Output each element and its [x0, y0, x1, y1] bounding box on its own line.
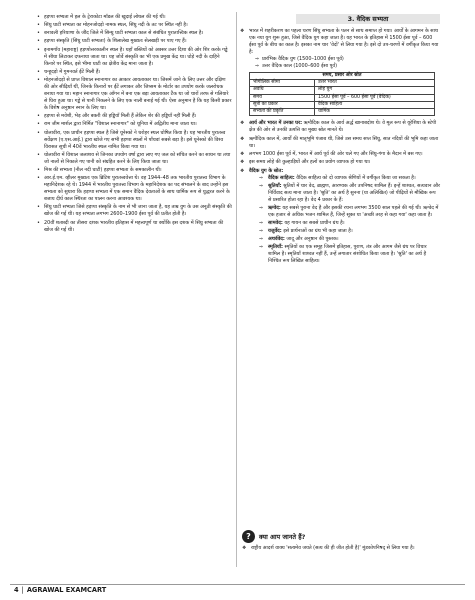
column-divider — [236, 12, 237, 567]
table-cell: सभ्यता की प्रकृति — [250, 109, 315, 116]
table-cell: भौगोलिक सीमा — [250, 80, 315, 87]
list-item: ❖ राष्ट्रीय आदर्श वाक्य 'सत्यमेव जयते (सत्य की ही जीत होती है)' मुंडकोपनिषद् से लिया गया है। — [242, 545, 438, 552]
list-item: • हड़प्पा सभ्यता में हल के ट्रेराकोटा मॉडल की खुदाई लोथल की गई थी। — [36, 14, 232, 21]
source-text: इसे प्रार्थनाओं का ग्रंथ भी कहा जाता है। — [283, 227, 353, 234]
list-item: • आर.ई.एम. व्हीलर मुख्यतः एक ब्रिटिश पुरातत्त्ववेत्ता थे। वह 1944–48 तक भारतीय पुरातत्त्व विभाग के महानिदेशक रहे थे। 1944 में भारतीय पुरातत्त्व विभाग के महानिदेशक का पद संभालने के बाद उन्होंने इस सभ्यता को सुधारा कि हड़प्पा सभ्यता में एक समान वैदिक देवताओं के साथ धार्मिक रूप से युद्धरत करने के बजाय दीर्घ काल स्थिरता का पालन करना आवश्यक था। — [36, 175, 232, 203]
point-term: आर्य और भारत में उनका घर: — [249, 120, 303, 127]
list-item — [240, 120, 440, 134]
source-text: जादू और अनुष्ठान की पुस्तक। — [286, 235, 339, 242]
phases-list — [249, 56, 440, 70]
vedic-intro-list — [240, 28, 440, 70]
list-item: ⇒ उत्तर वैदिक काल (1000–600 ईसा पूर्व) — [255, 63, 440, 70]
source-text: श्रुतियों में चार वेद, ब्राह्मण, आरण्यक और उपनिषद शामिल हैं। इन्हें शाश्वत, सत्यवान और निर्विवाद सत्य माना जाता है। 'श्रुति' का अर्थ है सुनना (या अलिखित) जो पीढ़ियों से मौखिक रूप से प्रसारित होता रहा है। वेद 4 प्रकार के हैं: — [268, 182, 440, 203]
source-text: यह सबसे पुराना वेद है और इसकी रचना लगभग 3500 साल पहले की गई थी। ऋग्वेद में एक हजार से अधिक भजन शामिल हैं, जिन्हें सूक्त या 'अच्छी तरह से कहा गया' कहा जाता है। — [268, 204, 439, 218]
did-you-know-title: क्या आप जानते हैं? — [259, 533, 306, 541]
list-item — [259, 244, 440, 265]
point-text: लगभग 1000 ईसा पूर्व में, भारत में आर्य पूर्व की ओर चले गए और सिंधु-गंगा के मैदान में बस गए। — [249, 151, 423, 157]
source-text: वैदिक साहित्य को दो व्यापक श्रेणियों में वर्गीकृत किया जा सकता है। — [296, 174, 416, 181]
intro-text: भारत में शहरीकरण का पहला चरण सिंधु सभ्यता के पतन से साथ समाप्त हो गया। आर्यों के आगमन के साथ एक नया युग शुरू हुआ, जिसे वैदिक युग कहा जाता है। यह भारत के इतिहास में 1500 ईसा पूर्व – 600 ईसा पूर्व के बीच का काल है। इसका नाम चार 'वेदों' से लिया गया है। इसे दो उप-चरणों में वर्गीकृत किया गया है: — [249, 28, 439, 55]
section-title: 3. वैदिक सभ्यता — [296, 14, 440, 24]
left-column — [36, 14, 232, 235]
source-text: यह गायन का सबसे प्राचीन ग्रंथ है। — [284, 219, 345, 226]
point-text: ऋग्वैदिक काल में, आर्यों की मातृभूमि पंजाब थी, जिसे उस समय सप्त सिंधु, सात नदियों की भूमि कहा जाता था। — [249, 135, 439, 149]
list-item — [240, 151, 440, 158]
source-term: सामवेद: — [268, 219, 283, 226]
sources-table — [249, 72, 435, 116]
table-cell: 1500 ईसा पूर्व – 600 ईसा पूर्व (वैदिक) — [315, 94, 435, 101]
list-item — [259, 205, 440, 219]
sources-list — [249, 175, 440, 265]
question-icon: ? — [242, 530, 255, 543]
list-item — [240, 136, 440, 150]
list-item — [259, 175, 440, 182]
list-item — [240, 28, 440, 70]
page-footer — [0, 576, 475, 600]
harappa-facts-list — [36, 14, 232, 234]
table-cell: धार्मिक — [315, 109, 435, 116]
list-item — [259, 228, 440, 235]
table-cell: उत्तर भारत — [315, 80, 435, 87]
list-item: • बनावली हरियाणा के जींद जिले में सिन्धु घाटी सभ्यता काल से संबंधित पुरातात्त्विक स्थल है। — [36, 30, 232, 37]
right-column — [240, 14, 440, 266]
list-item: • हड़प्पा संस्कृति (सिंधु घाटी सभ्यता) के शिलालेख मुख्यतः सेलखड़ी पर पाए गए हैं। — [36, 38, 232, 45]
source-term: श्रुतियाँ: — [268, 182, 282, 189]
table-row — [250, 80, 435, 87]
list-item — [240, 159, 440, 166]
source-text: स्मृतियों का एक समूह जिसमें इतिहास, पुराण, तंत्र और आगम जैसे ग्रंथ पर विचार शामिल है। स्मृतियाँ शाश्वत नहीं हैं, उन्हें लगातार संशोधित किया जाता है। 'श्रुति' का अर्थ है निश्चित रूप लिखित साहित्य। — [268, 243, 427, 264]
list-item: • 20वीं शताब्दी का तीसरा दशक भारतीय इतिहास में महत्त्वपूर्ण था क्योंकि इस दशक में सिंधु सभ्यता की खोज की गई थी। — [36, 220, 232, 234]
list-item: • धोलावीरा, एक प्राचीन हड़प्पा स्थल है जिसे यूनेस्को ने धरोहर स्थल घोषित किया है। यह भारतीय पुरातत्त्व सर्वेक्षण (ए.एस.आई.) द्वारा खोजे गए सभी हड़प्पा स्थलों में पाँचवां सबसे बड़ा है। इसे यूनेस्को की विश्व विरासत सूची में 40वें भारतीय स्थल नामित किया गया था। — [36, 130, 232, 151]
list-item — [240, 168, 440, 265]
table-cell: वैदिक साहित्य — [315, 101, 435, 108]
did-you-know-list — [242, 545, 438, 552]
footer-text: 4 | AGRAWAL EXAMCART — [14, 586, 107, 594]
table-row — [250, 101, 435, 108]
list-item: • इनामगाँव (महाराष्ट्र) हड़प्पोत्तरकालीन स्थल है। यहाँ बस्तियों को अक्सर उत्तर दिशा की ओर शिर करके गड्ढे में सीधा लिटाकर दफनाया जाता था। यह जोर्वे संस्कृति का भी एक प्रमुख केंद्र था। घोड़े नदी के दाहिने किनारे पर स्थित, इसे भीमा घाटी का क्षेत्रीय केंद्र माना जाता है। — [36, 47, 232, 68]
did-you-know-heading — [242, 530, 438, 543]
table-row — [250, 94, 435, 101]
table-header: समय, प्रसार और स्रोत — [250, 73, 435, 80]
did-you-know-box — [242, 530, 438, 553]
list-item: • हड़प्पा से मवेशी, भेड़ और बकरी की हड्डियाँ मिली हैं लेकिन शेर की हड्डियाँ नहीं मिली हैं। — [36, 113, 232, 120]
point-text: इस समय लोहे की कुल्हाड़ियों और हलों का प्रयोग व्यापक हो गया था। — [249, 159, 371, 166]
table-cell: समय — [250, 94, 315, 101]
source-term: वैदिक साहित्य: — [268, 174, 295, 181]
source-term: स्मृतियाँ: — [268, 243, 283, 250]
table-cell: अवधि — [250, 87, 315, 94]
source-term: यजुर्वेद: — [268, 227, 282, 234]
list-item: • सिंधु घाटी सभ्यता का मोहनजोदड़ो नामक स्थल, सिंधु नदी के तट पर स्थित नहीं है। — [36, 22, 232, 29]
list-item — [259, 183, 440, 204]
sources-heading: वैदिक युग के स्रोत: — [249, 167, 284, 174]
list-item: • धोलावीरा में विशाल जलाशय से जिनका उपयोग वर्षा द्वारा लाए गए जल को संचित करने का साधन था तथा जो नालों से निकाले गए पानी को संग्रहित करने के लिए किया जाता था। — [36, 152, 232, 166]
vedic-points-list — [240, 120, 440, 265]
footer-rule — [10, 584, 465, 585]
point-text: ऋग्वैदिक काल के आर्य अर्द्ध खानाबदोश थे। वे मूल रूप से यूरेशिया के स्टेपी क्षेत्र की ओर से उनकी उत्पत्ति का मुख्य स्रोत मानते थे। — [249, 120, 437, 134]
table-cell: सूत्रों का प्रकार — [250, 101, 315, 108]
list-item — [259, 220, 440, 227]
source-term: ऋग्वेद: — [268, 204, 281, 211]
list-item: • चन्हूदड़ो में गुमनवर्त ईंटें मिली हैं। — [36, 69, 232, 76]
list-item: • मोहनजोदड़ो से प्राप्त विशाल स्नानागार का आकार आयताकार था। जिसमें जाने के लिए उत्तर और दक्षिण की ओर सीढ़ियाँ थीं, जिनके किनारों पर ईंटें लगाकर और जिप्सम के मोर्टार का उपयोग करके जलरोधक बनाया गया था। महान स्नानागार एक आँगन में बना एक बड़ा आयताकार टैंक था जो चारों तरफ से गलियारे से घिरा हुआ था। गड्ढे से पानी निकलने के लिए एक नाली बनाई गई थी। ऐसा अनुमान है कि यह किसी प्रकार के विशेष अनुष्ठान स्नान के लिए था। — [36, 77, 232, 112]
brand-name: AGRAWAL EXAMCART — [26, 586, 107, 594]
list-item — [259, 236, 440, 243]
list-item: • मिश्र की सभ्यता (नील नदी घाटी) हड़प्पा सभ्यता के समकालीन थी। — [36, 167, 232, 174]
list-item: • राम जीम मार्शल द्वारा निर्मित "विशाल स्नानागार" को धूनिया में अद्वितीय माना जाता था। — [36, 121, 232, 128]
table-cell: लौह युग — [315, 87, 435, 94]
list-item: • सिंधु घाटी सभ्यता जिसे हड़प्पा संस्कृति के नाम से भी जाना जाता है, यह ताम्र युग के उस अनूठी संस्कृति की खोज की गई थी। यह सभ्यता लगभग 2600–1900 ईसा पूर्व की प्रतीत होती है। — [36, 204, 232, 218]
table-row — [250, 87, 435, 94]
table-row — [250, 109, 435, 116]
list-item: ⇒ प्रारंभिक वैदिक युग (1500–1000 ईसा पूर्व) — [255, 56, 440, 63]
source-term: अथर्ववेद: — [268, 235, 285, 242]
page-number: 4 — [14, 586, 19, 594]
